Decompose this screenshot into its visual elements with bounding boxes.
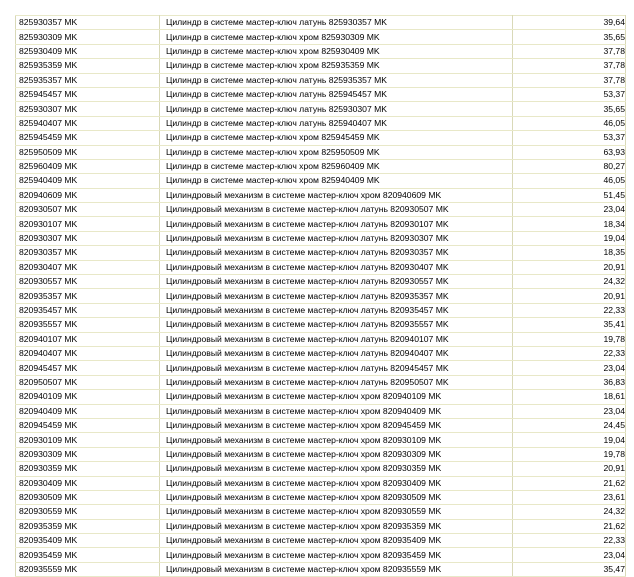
price-value: 19,04 [603, 233, 625, 244]
product-name-cell: Цилиндровый механизм в системе мастер-ключ хром 820940109 MK [160, 390, 513, 404]
product-name-cell: Цилиндр в системе мастер-ключ хром 825950509 MK [160, 145, 513, 159]
product-name-cell: Цилиндровый механизм в системе мастер-ключ хром 820945459 MK [160, 418, 513, 432]
price-list-sheet [15, 15, 625, 577]
price-value: 22,33 [603, 305, 625, 315]
table-row [16, 73, 626, 87]
table-row [16, 375, 626, 389]
article-code-cell: 825935357 MK [16, 73, 160, 87]
product-name-cell: Цилиндровый механизм в системе мастер-ключ хром 820930309 MK [160, 447, 513, 461]
product-name-cell: Цилиндровый механизм в системе мастер-ключ латунь 820935557 MK [160, 318, 513, 332]
price-cell [513, 188, 626, 202]
article-code-cell: 820930507 MK [16, 203, 160, 217]
product-name-cell: Цилиндровый механизм в системе мастер-ключ латунь 820935457 MK [160, 303, 513, 317]
price-table-body [16, 16, 626, 577]
product-name-cell: Цилиндровый механизм в системе мастер-ключ хром 820940609 MK [160, 188, 513, 202]
price-cell [513, 87, 626, 101]
table-row [16, 260, 626, 274]
article-code-cell: 820940407 MK [16, 346, 160, 360]
price-cell [513, 73, 626, 87]
price-cell [513, 44, 626, 58]
price-cell [513, 476, 626, 490]
article-code-cell: 825930307 MK [16, 102, 160, 116]
product-name-cell: Цилиндровый механизм в системе мастер-ключ хром 820940409 MK [160, 404, 513, 418]
price-value: 23,04 [603, 549, 625, 560]
article-code-cell: 820930107 MK [16, 217, 160, 231]
price-cell [513, 462, 626, 476]
table-row [16, 174, 626, 188]
price-cell [513, 231, 626, 245]
article-code-cell: 820940109 MK [16, 390, 160, 404]
table-row [16, 318, 626, 332]
table-row [16, 390, 626, 404]
price-cell [513, 375, 626, 389]
table-row [16, 332, 626, 346]
article-code-cell: 820930357 MK [16, 246, 160, 260]
table-row [16, 433, 626, 447]
table-row [16, 534, 626, 548]
price-value: 35,65 [603, 31, 625, 42]
price-value: 35,41 [603, 319, 625, 330]
price-cell [513, 519, 626, 533]
price-cell [513, 159, 626, 173]
price-cell [513, 361, 626, 375]
article-code-cell: 820940409 MK [16, 404, 160, 418]
table-row [16, 519, 626, 533]
table-row [16, 102, 626, 116]
article-code-cell: 820940609 MK [16, 188, 160, 202]
price-value: 21,62 [603, 520, 625, 531]
article-code-cell: 820930307 MK [16, 231, 160, 245]
table-row [16, 145, 626, 159]
price-cell [513, 246, 626, 260]
table-row [16, 188, 626, 202]
product-name-cell: Цилиндровый механизм в системе мастер-ключ хром 820930559 MK [160, 505, 513, 519]
table-row [16, 203, 626, 217]
product-name-cell: Цилиндровый механизм в системе мастер-ключ хром 820935359 MK [160, 519, 513, 533]
product-name-cell: Цилиндровый механизм в системе мастер-ключ хром 820930409 MK [160, 476, 513, 490]
price-cell [513, 346, 626, 360]
price-cell [513, 433, 626, 447]
price-value: 63,93 [603, 146, 625, 157]
price-value: 46,05 [603, 117, 625, 128]
price-value: 20,91 [603, 290, 625, 301]
table-row [16, 131, 626, 145]
article-code-cell: 820930557 MK [16, 275, 160, 289]
article-code-cell: 820930309 MK [16, 447, 160, 461]
article-code-cell: 825930309 MK [16, 30, 160, 44]
price-value: 53,37 [603, 132, 625, 143]
product-name-cell: Цилиндровый механизм в системе мастер-ключ латунь 820945457 MK [160, 361, 513, 375]
price-cell [513, 505, 626, 519]
price-value: 23,04 [603, 405, 625, 416]
price-value: 53,37 [603, 89, 625, 100]
price-value: 36,83 [603, 376, 625, 387]
price-value: 39,64 [603, 17, 625, 28]
price-value: 35,65 [603, 103, 625, 114]
product-name-cell: Цилиндровый механизм в системе мастер-ключ хром 820930359 MK [160, 462, 513, 476]
price-value: 80,27 [603, 161, 625, 172]
product-name-cell: Цилиндровый механизм в системе мастер-ключ хром 820930109 MK [160, 433, 513, 447]
table-row [16, 159, 626, 173]
table-row [16, 231, 626, 245]
table-row [16, 418, 626, 432]
article-code-cell: 820935557 MK [16, 318, 160, 332]
table-row [16, 275, 626, 289]
price-cell [513, 116, 626, 130]
article-code-cell: 820930407 MK [16, 260, 160, 274]
price-value: 20,91 [603, 261, 625, 272]
product-name-cell: Цилиндр в системе мастер-ключ хром 825960409 MK [160, 159, 513, 173]
product-name-cell: Цилиндр в системе мастер-ключ латунь 825930357 MK [160, 16, 513, 30]
price-table [15, 15, 626, 577]
price-value: 19,78 [603, 333, 625, 344]
product-name-cell: Цилиндр в системе мастер-ключ хром 825930409 MK [160, 44, 513, 58]
price-cell [513, 102, 626, 116]
product-name-cell: Цилиндровый механизм в системе мастер-ключ латунь 820930307 MK [160, 231, 513, 245]
price-cell [513, 203, 626, 217]
price-cell [513, 548, 626, 562]
product-name-cell: Цилиндр в системе мастер-ключ хром 825945459 MK [160, 131, 513, 145]
article-code-cell: 825930357 MK [16, 16, 160, 30]
article-code-cell: 820940107 MK [16, 332, 160, 346]
article-code-cell: 825940409 MK [16, 174, 160, 188]
product-name-cell: Цилиндр в системе мастер-ключ латунь 825930307 MK [160, 102, 513, 116]
table-row [16, 462, 626, 476]
product-name-cell: Цилиндровый механизм в системе мастер-ключ латунь 820935357 MK [160, 289, 513, 303]
article-code-cell: 825945457 MK [16, 87, 160, 101]
price-value: 22,33 [603, 348, 625, 359]
table-row [16, 217, 626, 231]
price-cell [513, 418, 626, 432]
table-row [16, 116, 626, 130]
article-code-cell: 825945459 MK [16, 131, 160, 145]
table-row [16, 505, 626, 519]
article-code-cell: 825935359 MK [16, 59, 160, 73]
price-cell [513, 562, 626, 576]
table-row [16, 490, 626, 504]
article-code-cell: 820935357 MK [16, 289, 160, 303]
price-value: 22,33 [603, 535, 625, 546]
price-cell [513, 217, 626, 231]
price-value: 23,04 [603, 362, 625, 373]
table-row [16, 44, 626, 58]
price-cell [513, 59, 626, 73]
article-code-cell: 820930409 MK [16, 476, 160, 490]
table-row [16, 548, 626, 562]
price-value: 21,62 [603, 477, 625, 488]
article-code-cell: 825940407 MK [16, 116, 160, 130]
price-cell [513, 404, 626, 418]
product-name-cell: Цилиндровый механизм в системе мастер-ключ хром 820935459 MK [160, 548, 513, 562]
price-value: 18,35 [603, 247, 625, 258]
article-code-cell: 825950509 MK [16, 145, 160, 159]
price-value: 23,61 [603, 492, 625, 503]
article-code-cell: 820945457 MK [16, 361, 160, 375]
article-code-cell: 820935359 MK [16, 519, 160, 533]
product-name-cell: Цилиндровый механизм в системе мастер-ключ латунь 820930107 MK [160, 217, 513, 231]
price-cell [513, 318, 626, 332]
product-name-cell: Цилиндр в системе мастер-ключ латунь 825945457 MK [160, 87, 513, 101]
price-cell [513, 260, 626, 274]
product-name-cell: Цилиндровый механизм в системе мастер-ключ хром 820930509 MK [160, 490, 513, 504]
product-name-cell: Цилиндр в системе мастер-ключ латунь 825940407 MK [160, 116, 513, 130]
product-name-cell: Цилиндровый механизм в системе мастер-ключ хром 820935559 MK [160, 562, 513, 576]
table-row [16, 404, 626, 418]
price-cell [513, 30, 626, 44]
article-code-cell: 820950507 MK [16, 375, 160, 389]
table-row [16, 289, 626, 303]
product-name-cell: Цилиндровый механизм в системе мастер-ключ латунь 820940407 MK [160, 346, 513, 360]
price-value: 35,47 [603, 564, 625, 575]
price-cell [513, 490, 626, 504]
price-value: 20,91 [603, 463, 625, 474]
article-code-cell: 825930409 MK [16, 44, 160, 58]
table-row [16, 59, 626, 73]
article-code-cell: 820930359 MK [16, 462, 160, 476]
price-cell [513, 534, 626, 548]
price-value: 37,78 [603, 60, 625, 71]
product-name-cell: Цилиндр в системе мастер-ключ хром 825930309 MK [160, 30, 513, 44]
product-name-cell: Цилиндровый механизм в системе мастер-ключ латунь 820930557 MK [160, 275, 513, 289]
article-code-cell: 825960409 MK [16, 159, 160, 173]
price-cell [513, 289, 626, 303]
product-name-cell: Цилиндровый механизм в системе мастер-ключ хром 820935409 MK [160, 534, 513, 548]
price-value: 18,34 [603, 218, 625, 229]
product-name-cell: Цилиндровый механизм в системе мастер-ключ латунь 820940107 MK [160, 332, 513, 346]
table-row [16, 447, 626, 461]
price-value: 18,61 [603, 391, 625, 402]
price-cell [513, 275, 626, 289]
table-row [16, 476, 626, 490]
price-value: 19,04 [603, 434, 625, 445]
product-name-cell: Цилиндр в системе мастер-ключ хром 825940409 MK [160, 174, 513, 188]
price-value: 23,04 [603, 204, 625, 215]
table-row [16, 303, 626, 317]
product-name-cell: Цилиндровый механизм в системе мастер-ключ латунь 820950507 MK [160, 375, 513, 389]
table-row [16, 346, 626, 360]
price-cell [513, 174, 626, 188]
price-cell [513, 332, 626, 346]
table-row [16, 562, 626, 576]
article-code-cell: 820930559 MK [16, 505, 160, 519]
price-value: 24,32 [603, 276, 625, 287]
article-code-cell: 820935409 MK [16, 534, 160, 548]
table-row [16, 87, 626, 101]
product-name-cell: Цилиндр в системе мастер-ключ хром 825935359 MK [160, 59, 513, 73]
product-name-cell: Цилиндровый механизм в системе мастер-ключ латунь 820930407 MK [160, 260, 513, 274]
article-code-cell: 820935459 MK [16, 548, 160, 562]
product-name-cell: Цилиндровый механизм в системе мастер-ключ латунь 820930507 MK [160, 203, 513, 217]
article-code-cell: 820930509 MK [16, 490, 160, 504]
price-cell [513, 447, 626, 461]
price-cell [513, 390, 626, 404]
table-row [16, 30, 626, 44]
table-row [16, 16, 626, 30]
table-row [16, 246, 626, 260]
price-value: 19,78 [603, 448, 625, 459]
price-cell [513, 303, 626, 317]
price-value: 37,78 [603, 74, 625, 85]
price-cell [513, 131, 626, 145]
price-value: 51,45 [603, 189, 625, 200]
price-cell [513, 16, 626, 30]
price-value: 24,32 [603, 506, 625, 517]
product-name-cell: Цилиндр в системе мастер-ключ латунь 825935357 MK [160, 73, 513, 87]
article-code-cell: 820935457 MK [16, 303, 160, 317]
article-code-cell: 820930109 MK [16, 433, 160, 447]
price-value: 24,45 [603, 420, 625, 431]
table-row [16, 361, 626, 375]
price-value: 37,78 [603, 45, 625, 56]
article-code-cell: 820935559 MK [16, 562, 160, 576]
article-code-cell: 820945459 MK [16, 418, 160, 432]
price-value: 46,05 [603, 175, 625, 186]
price-cell [513, 145, 626, 159]
product-name-cell: Цилиндровый механизм в системе мастер-ключ латунь 820930357 MK [160, 246, 513, 260]
